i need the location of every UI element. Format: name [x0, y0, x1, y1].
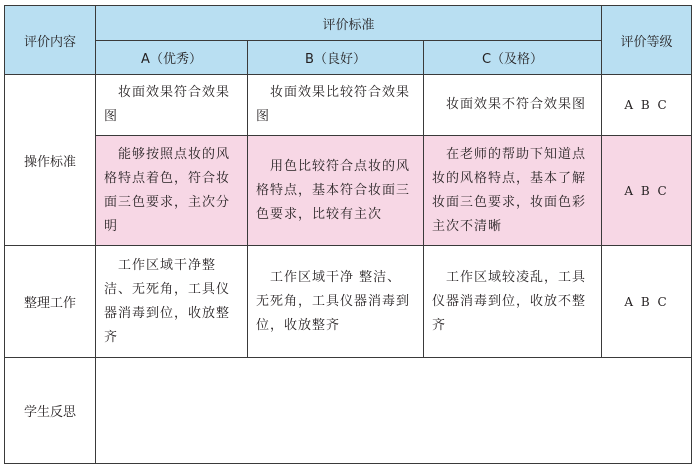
section-label-reflection: 学生反思	[5, 358, 96, 464]
criterion-b: 妆面效果比较符合效果图	[248, 75, 424, 136]
section-label-operation: 操作标准	[5, 75, 96, 246]
evaluation-table	[4, 5, 692, 464]
header-level-c: C（及格）	[424, 41, 602, 75]
section-label-tidying: 整理工作	[5, 246, 96, 358]
header-content: 评价内容	[5, 6, 96, 75]
grade-options: A B C	[602, 246, 692, 358]
criterion-a: 工作区域干净整洁、无死角，工具仪器消毒到位，收放整齐	[96, 246, 248, 358]
criterion-b: 工作区域干净 整洁、无死角，工具仪器消毒到位，收放整齐	[248, 246, 424, 358]
criterion-c: 工作区域较凌乱，工具仪器消毒到位，收放不整齐	[424, 246, 602, 358]
header-level-b: B（良好）	[248, 41, 424, 75]
criterion-a: 能够按照点妆的风格特点着色，符合妆面三色要求，主次分明	[96, 136, 248, 246]
criterion-b: 用色比较符合点妆的风格特点，基本符合妆面三色要求，比较有主次	[248, 136, 424, 246]
criterion-c: 妆面效果不符合效果图	[424, 75, 602, 136]
criterion-c: 在老师的帮助下知道点妆的风格特点，基本了解妆面三色要求，妆面色彩主次不清晰	[424, 136, 602, 246]
header-level-a: A（优秀）	[96, 41, 248, 75]
reflection-area[interactable]	[96, 358, 692, 464]
grade-options: A B C	[602, 136, 692, 246]
grade-options: A B C	[602, 75, 692, 136]
header-grade: 评价等级	[602, 6, 692, 75]
header-criteria: 评价标准	[96, 6, 602, 41]
criterion-a: 妆面效果符合效果图	[96, 75, 248, 136]
